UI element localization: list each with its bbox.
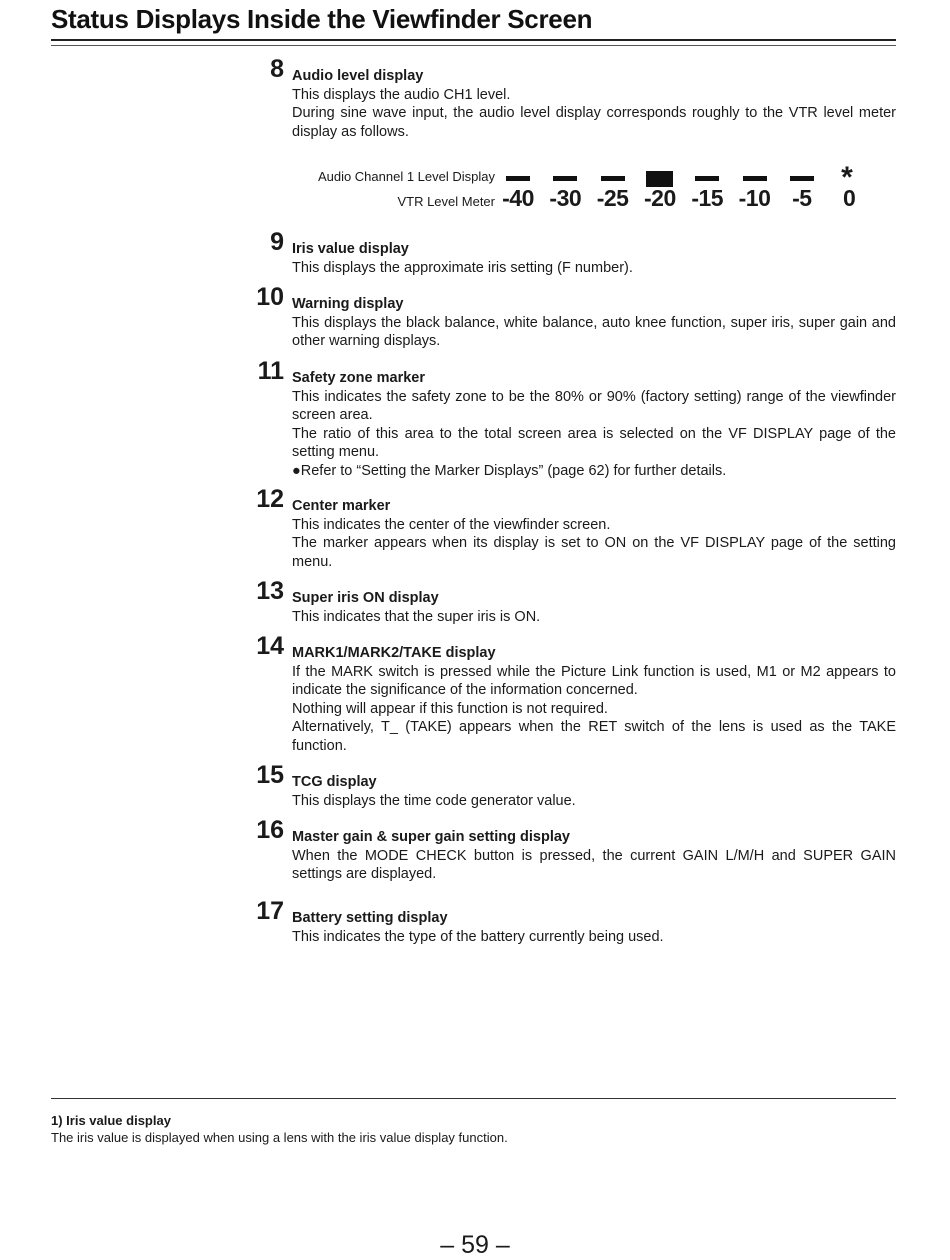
- meter-value-label: 0: [842, 185, 856, 211]
- page-header: [51, 2, 896, 36]
- list-item: [250, 761, 896, 810]
- meter-segment: [695, 176, 719, 181]
- item-paragraph: This displays the time code generator value.: [292, 792, 576, 809]
- item-number: 8: [270, 55, 284, 83]
- item-paragraph: This indicates that the super iris is ON.: [292, 608, 541, 625]
- item-paragraph: Alternatively, T_ (TAKE) appears when the RET switch of the lens is used as the TAKE function.: [292, 719, 896, 754]
- item-number: 11: [257, 357, 284, 385]
- meter-segment: [790, 176, 814, 181]
- meter-value-label: -30: [549, 185, 582, 211]
- vtr-level-label: VTR Level Meter: [397, 194, 495, 209]
- meter-value-label: -25: [596, 185, 629, 211]
- item-title: Center marker: [292, 498, 391, 514]
- item-paragraph: The ratio of this area to the total screen area is selected on the VF DISPLAY page of the setting menu.: [292, 425, 896, 460]
- item-number: 13: [256, 577, 284, 605]
- item-number: 10: [256, 283, 284, 311]
- footnote-title: 1) Iris value display: [51, 1113, 171, 1128]
- meter-value-label: -10: [738, 185, 771, 211]
- item-paragraph: This displays the audio CH1 level.: [292, 86, 511, 103]
- item-paragraph: This displays the approximate iris setting (F number).: [292, 259, 633, 276]
- item-title: Iris value display: [292, 241, 409, 257]
- item-title: Master gain & super gain setting display: [292, 829, 570, 845]
- item-number: 15: [256, 761, 284, 789]
- item-title: Safety zone marker: [292, 370, 425, 386]
- header-rule-thin: [51, 45, 896, 46]
- item-paragraph: This displays the black balance, white balance, auto knee function, super iris, super gain and other warning displays.: [292, 314, 896, 349]
- meter-value-label: -20: [644, 185, 676, 211]
- item-paragraph: This indicates the type of the battery currently being used.: [292, 928, 664, 945]
- item-paragraph: Nothing will appear if this function is not required.: [292, 700, 608, 717]
- meter-segment: [743, 176, 767, 181]
- item-paragraph: ●Refer to “Setting the Marker Displays” (page 62) for further details.: [292, 462, 727, 479]
- item-paragraph: This indicates the center of the viewfinder screen.: [292, 516, 611, 533]
- item-number: 16: [256, 816, 284, 844]
- list-item: [250, 485, 896, 571]
- item-title: MARK1/MARK2/TAKE display: [292, 645, 496, 661]
- page-title: Status Displays Inside the Viewfinder Screen: [51, 4, 593, 34]
- meter-value-label: -40: [502, 185, 534, 211]
- list-item: [250, 357, 896, 480]
- list-item: [250, 55, 896, 233]
- list-item: [250, 228, 896, 277]
- item-paragraph: When the MODE CHECK button is pressed, the current GAIN L/M/H and SUPER GAIN settings are displayed.: [292, 847, 896, 882]
- page-number: – 59 –: [440, 1231, 510, 1259]
- meter-segment: [601, 176, 625, 181]
- item-paragraph: During sine wave input, the audio level display corresponds roughly to the VTR level meter display as follows.: [292, 105, 896, 140]
- item-paragraph: The marker appears when its display is set to ON on the VF DISPLAY page of the setting menu.: [292, 535, 896, 570]
- footnote-text: The iris value is displayed when using a lens with the iris value display function.: [51, 1130, 508, 1145]
- audio-level-meter-diagram: [250, 159, 896, 215]
- item-number: 17: [256, 897, 284, 925]
- item-title: Warning display: [292, 296, 404, 312]
- audio-level-label: Audio Channel 1 Level Display: [317, 169, 495, 184]
- item-title: Audio level display: [292, 68, 424, 84]
- list-item: [250, 632, 896, 755]
- footnote-rule: [51, 1098, 896, 1099]
- item-number: 12: [256, 485, 284, 513]
- item-paragraph: If the MARK switch is pressed while the Picture Link function is used, M1 or M2 appears to indicate the significance of the information concerned.: [292, 663, 896, 698]
- list-item: [250, 283, 896, 351]
- meter-value-label: -5: [792, 185, 812, 211]
- meter-peak-marker: *: [841, 161, 853, 194]
- list-item: [250, 577, 896, 626]
- list-item: [250, 897, 896, 946]
- item-paragraph: This indicates the safety zone to be the 80% or 90% (factory setting) range of the viewfinder screen area.: [292, 388, 896, 423]
- meter-segment: [553, 176, 577, 181]
- header-rule-thick: [51, 39, 896, 41]
- item-title: Battery setting display: [292, 910, 448, 926]
- meter-value-label: -15: [691, 185, 724, 211]
- item-number: 14: [256, 632, 284, 660]
- item-number: 9: [270, 228, 284, 256]
- meter-segment: [506, 176, 530, 181]
- item-title: Super iris ON display: [292, 590, 439, 606]
- item-title: TCG display: [292, 774, 377, 790]
- list-item: [250, 816, 896, 884]
